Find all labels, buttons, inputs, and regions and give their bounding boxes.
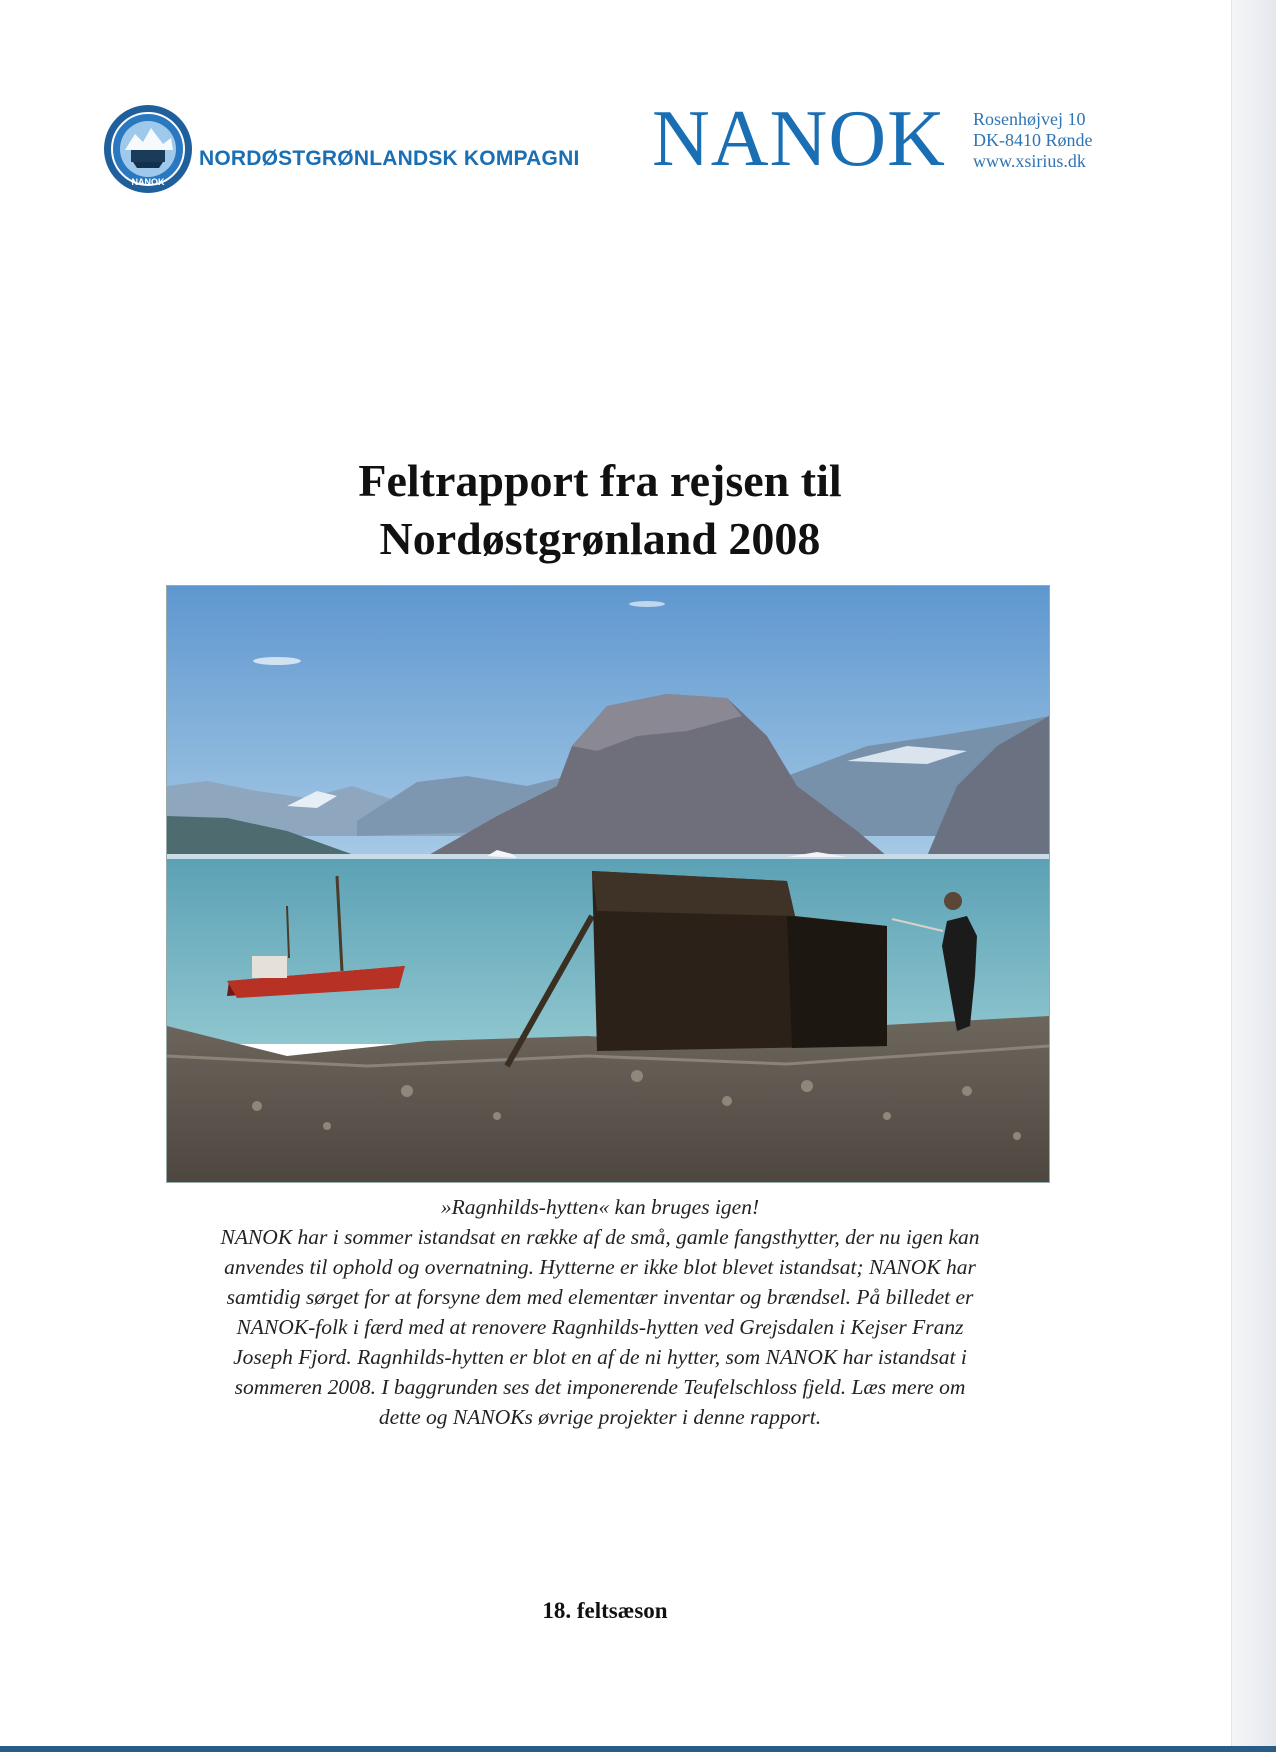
- caption-line: dette og NANOKs øvrige projekter i denne rapport.: [378, 1405, 822, 1429]
- cover-photo: [166, 585, 1050, 1183]
- page-edge: [1231, 0, 1276, 1752]
- caption-heading: »Ragnhilds-hytten« kan bruges igen!: [440, 1195, 760, 1219]
- address-website[interactable]: www.xsirius.dk: [973, 151, 1086, 171]
- address-city: DK-8410 Rønde: [973, 130, 1093, 150]
- caption-line: samtidig sørget for at forsyne dem med elementær inventar og brændsel. På billedet er: [226, 1285, 974, 1309]
- brand-name: NANOK: [652, 95, 946, 183]
- report-title: [150, 452, 1050, 568]
- page-bottom-edge: [0, 1746, 1276, 1752]
- address-street: Rosenhøjvej 10: [973, 109, 1086, 129]
- report-title-line2: Nordøstgrønland 2008: [379, 513, 821, 564]
- logo-text: NANOK: [131, 177, 165, 187]
- report-title-line1: Feltrapport fra rejsen til: [358, 455, 842, 506]
- caption-line: NANOK har i sommer istandsat en række af de små, gamle fangsthytter, der nu igen kan: [220, 1225, 980, 1249]
- company-name: NORDØSTGRØNLANDSK KOMPAGNI: [199, 147, 580, 170]
- caption-line: Joseph Fjord. Ragnhilds-hytten er blot en af de ni hytter, som NANOK har istandsat i: [233, 1345, 967, 1369]
- photo-caption: [150, 1192, 1050, 1432]
- letterhead: [0, 0, 1232, 220]
- caption-line: sommeren 2008. I baggrunden ses det imponerende Teufelschloss fjeld. Læs mere om: [234, 1375, 966, 1399]
- caption-line: anvendes til ophold og overnatning. Hytterne er ikke blot blevet istandsat; NANOK har: [224, 1255, 976, 1279]
- caption-line: NANOK-folk i færd med at renovere Ragnhilds-hytten ved Grejsdalen i Kejser Franz: [236, 1315, 964, 1339]
- season-label: 18. feltsæson: [542, 1598, 668, 1623]
- nanok-logo-seal: [103, 104, 193, 194]
- address-block: [973, 109, 1093, 172]
